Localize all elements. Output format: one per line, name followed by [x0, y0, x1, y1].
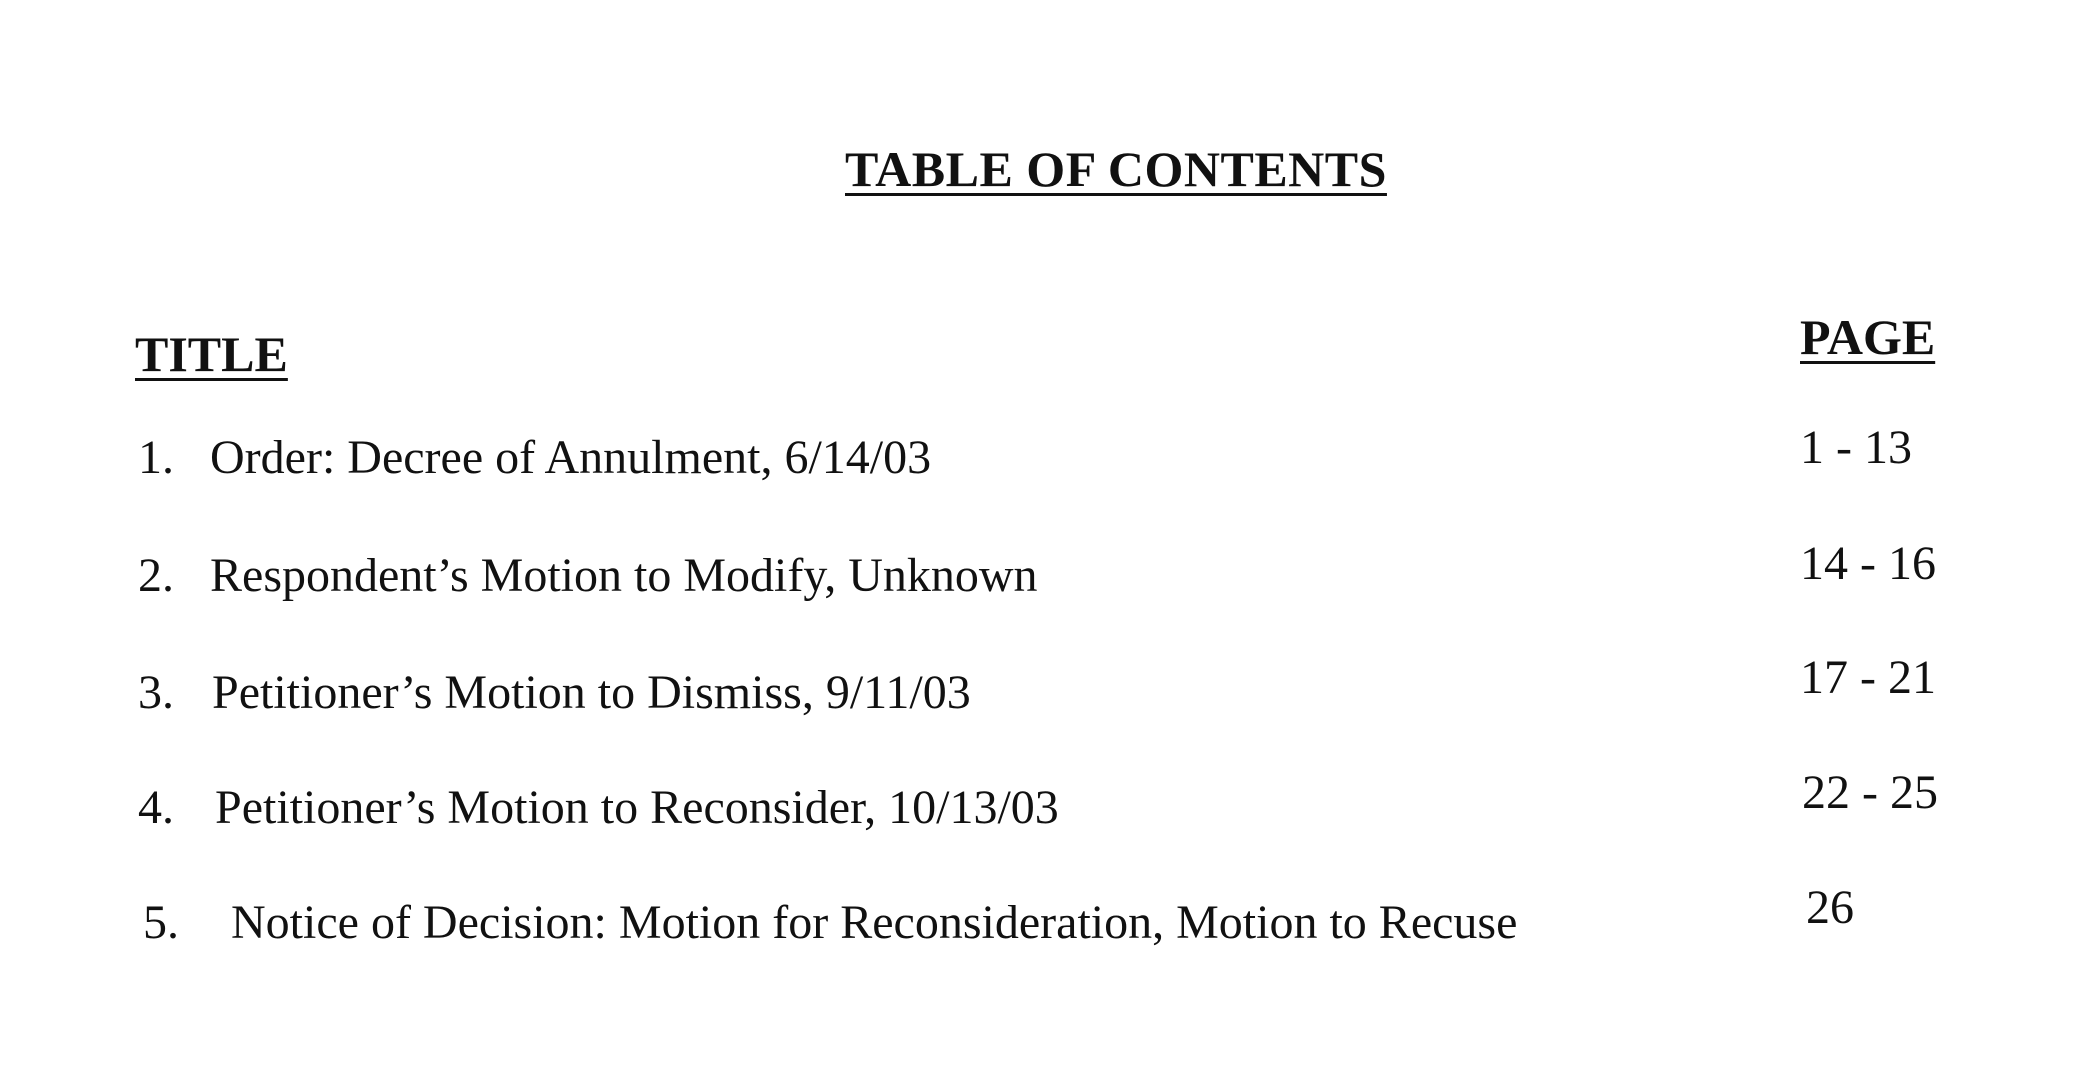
entry-title: Petitioner’s Motion to Reconsider, 10/13/03 [215, 781, 1059, 834]
entry-pages: 1 - 13 [1800, 421, 1912, 474]
entry-number: 4. [138, 781, 174, 834]
entry-pages: 22 - 25 [1802, 766, 1938, 819]
entry-pages: 26 [1806, 881, 1854, 934]
column-header-page: PAGE [1800, 309, 1936, 365]
entry-number: 5. [143, 896, 179, 949]
entry-number: 3. [138, 666, 174, 719]
document-title: TABLE OF CONTENTS [845, 141, 1387, 197]
entry-pages: 14 - 16 [1800, 537, 1936, 590]
entry-title: Respondent’s Motion to Modify, Unknown [210, 549, 1038, 602]
entry-pages: 17 - 21 [1800, 651, 1936, 704]
entry-title: Notice of Decision: Motion for Reconsideration, Motion to Recuse [231, 896, 1518, 949]
entry-title: Petitioner’s Motion to Dismiss, 9/11/03 [212, 666, 971, 719]
entry-number: 2. [138, 549, 174, 602]
entry-number: 1. [138, 431, 174, 484]
column-header-title: TITLE [135, 326, 288, 382]
entry-title: Order: Decree of Annulment, 6/14/03 [210, 431, 932, 484]
